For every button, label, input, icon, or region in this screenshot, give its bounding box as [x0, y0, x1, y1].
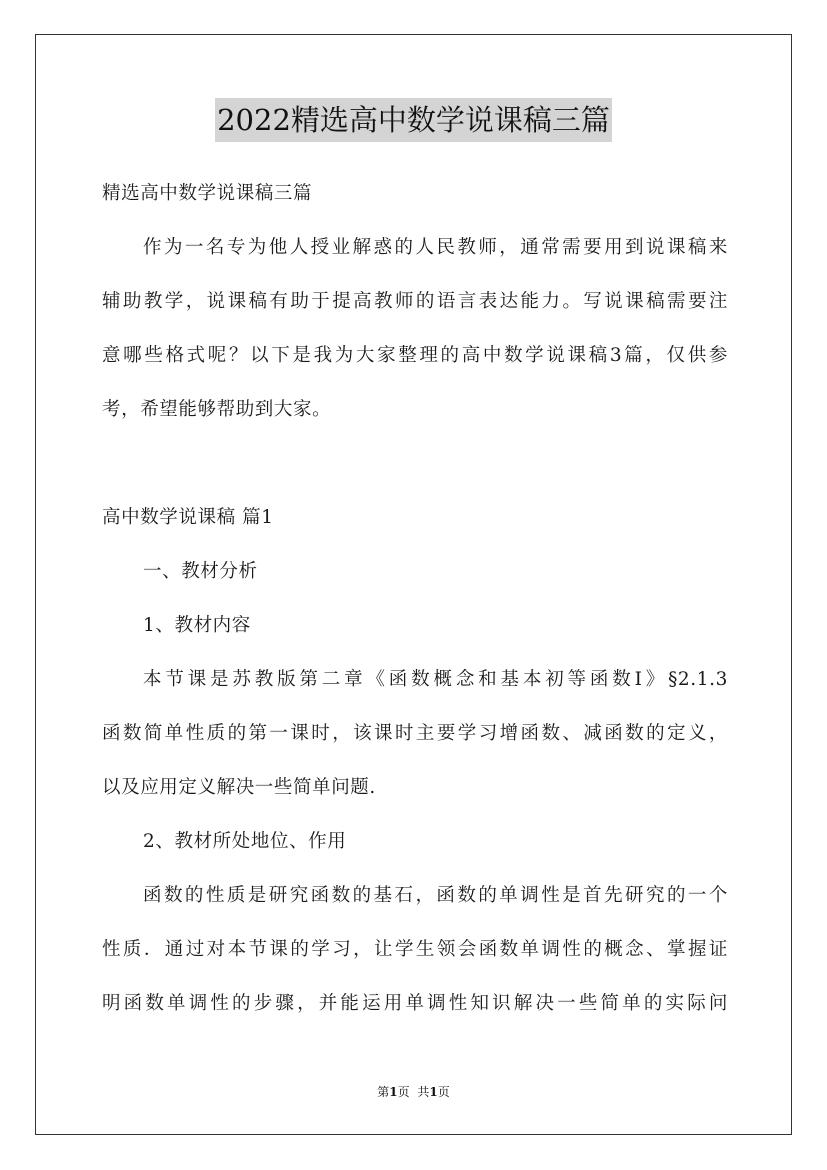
text-line: 1、教材内容	[143, 615, 251, 636]
text-line: 本节课是苏教版第二章《函数概念和基本初等函数Ⅰ》§2.1.3	[143, 669, 728, 690]
text-line: 考，希望能够帮助到大家。	[102, 399, 332, 420]
text-line: 函数简单性质的第一课时，该课时主要学习增函数、减函数的定义，	[102, 723, 728, 744]
footer-page-suffix: 页	[397, 1085, 410, 1099]
text-line: 以及应用定义解决一些简单问题.	[102, 777, 376, 798]
document-title: 2022精选高中数学说课稿三篇	[215, 98, 612, 142]
text-line: 高中数学说课稿 篇1	[102, 507, 274, 528]
text-line: 明函数单调性的步骤，并能运用单调性知识解决一些简单的实际问	[102, 993, 728, 1014]
text-line: 性质．通过对本节课的学习，让学生领会函数单调性的概念、掌握证	[102, 939, 728, 960]
footer-total-number: 1	[429, 1085, 438, 1099]
text-line: 辅助教学，说课稿有助于提高教师的语言表达能力。写说课稿需要注	[102, 291, 728, 312]
text-line: 函数的性质是研究函数的基石，函数的单调性是首先研究的一个	[143, 885, 728, 906]
text-line: 作为一名专为他人授业解惑的人民教师，通常需要用到说课稿来	[143, 237, 728, 258]
page-footer	[0, 1083, 827, 1100]
title-container	[0, 98, 827, 142]
text-line: 意哪些格式呢？以下是我为大家整理的高中数学说课稿3篇，仅供参	[102, 345, 728, 366]
footer-page-number: 1	[389, 1085, 398, 1099]
text-line: 一、教材分析	[143, 561, 258, 582]
footer-page-prefix: 第	[377, 1085, 390, 1099]
text-line: 2、教材所处地位、作用	[143, 831, 347, 852]
footer-total-suffix: 页	[437, 1085, 450, 1099]
blank-line	[102, 442, 728, 496]
document-body	[102, 172, 728, 1036]
text-line: 精选高中数学说课稿三篇	[102, 183, 313, 204]
footer-total-prefix: 共	[417, 1085, 430, 1099]
